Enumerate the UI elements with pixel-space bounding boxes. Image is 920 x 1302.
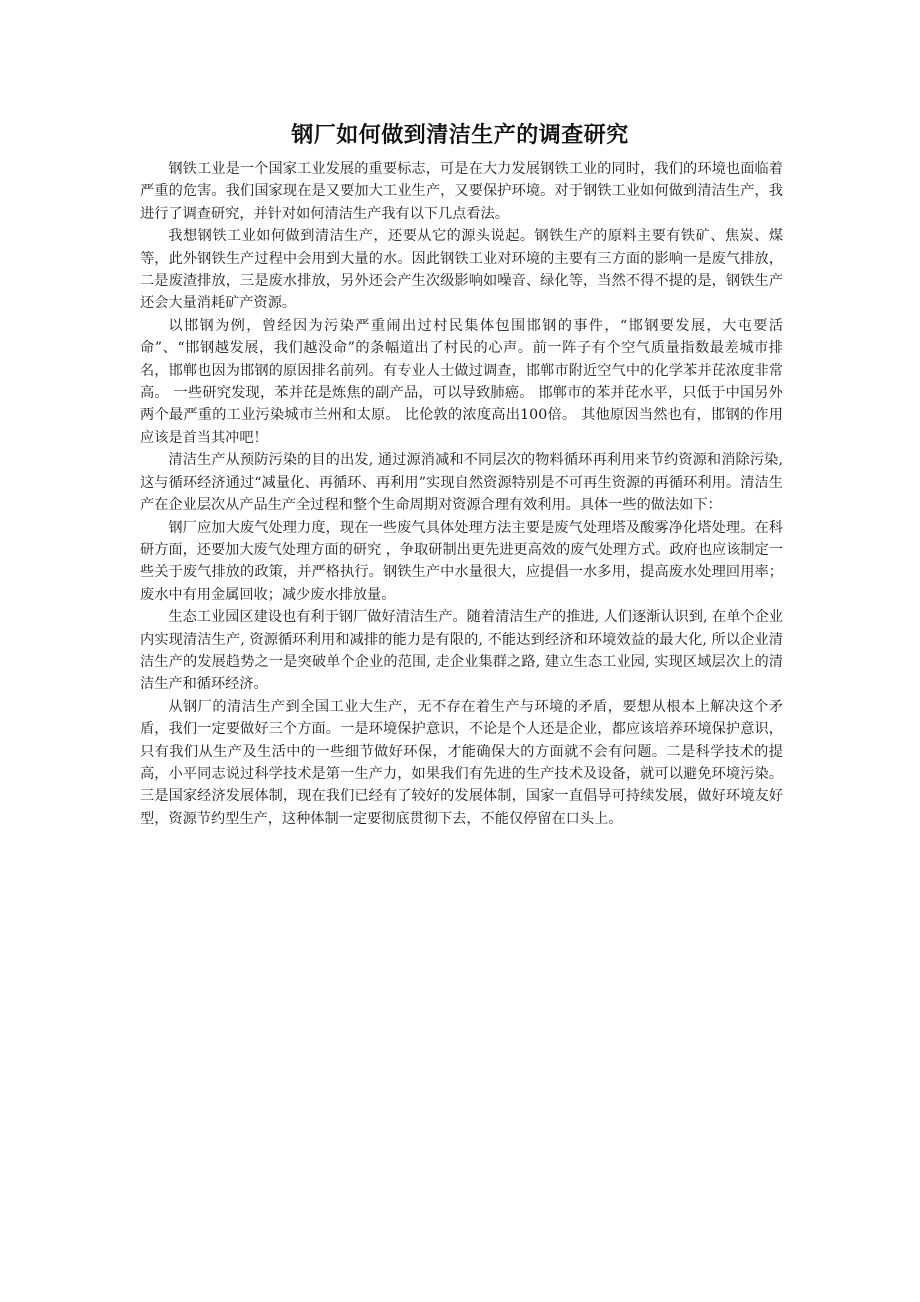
paragraph-source: 我想钢铁工业如何做到清洁生产，还要从它的源头说起。钢铁生产的原料主要有铁矿、焦炭、煤等，此外钢铁生产过程中会用到大量的水。因此钢铁工业对环境的主要有三方面的影响一是废气排放，二是废渣排放，三是废水排放，另外还会产生次级影响如噪音、绿化等，当然不得不提的是，钢铁生产还会大量消耗矿产资源。 — [140, 228, 783, 312]
paragraph-waste-gas: 钢厂应加大废气处理力度，现在一些废气具体处理方法主要是废气处理塔及酸雾净化塔处理。在科研方面，还要加大废气处理方面的研究 ，争取研制出更先进更高效的废气处理方式。政府也应该制定一些关于废气排放的政策，并严格执行。钢铁生产中水量很大，应提倡一水多用，提高废水处理回用率；废水中有用金属回收；减少废水排放量。 — [140, 519, 783, 603]
paragraph-clean-production: 清洁生产从预防污染的目的出发, 通过源消减和不同层次的物料循环再利用来节约资源和消除污染, 这与循环经济通过“减量化、再循环、再利用”实现自然资源特别是不可再生资源的再循环利用。清洁生产在企业层次从产品生产全过程和整个生命周期对资源合理有效利用。具体一些的做法如下： — [140, 452, 783, 514]
paragraph-eco-park: 生态工业园区建设也有利于钢厂做好清洁生产。随着清洁生产的推进, 人们逐渐认识到, 在单个企业内实现清洁生产, 资源循环利用和减排的能力是有限的, 不能达到经济和环境效益的最大化, 所以企业清洁生产的发展趋势之一是突破单个企业的范围, 走企业集群之路, 建立生态工业园, 实现区域层次上的清洁生产和循环经济。 — [140, 609, 783, 693]
paragraph-conclusion: 从钢厂的清洁生产到全国工业大生产，无不存在着生产与环境的矛盾，要想从根本上解决这个矛盾，我们一定要做好三个方面。一是环境保护意识，不论是个人还是企业，都应该培养环境保护意识，只有我们从生产及生活中的一些细节做好环保，才能确保大的方面就不会有问题。二是科学技术的提高，小平同志说过科学技术是第一生产力，如果我们有先进的生产技术及设备，就可以避免环境污染。三是国家经济发展体制，现在我们已经有了较好的发展体制，国家一直倡导可持续发展，做好环境友好型，资源节约型生产，这种体制一定要彻底贯彻下去，不能仅停留在口头上。 — [140, 698, 783, 827]
document-body — [140, 158, 783, 830]
paragraph-handan-example: 以邯钢为例，曾经因为污染严重闹出过村民集体包围邯钢的事件，“邯钢要发展，大屯要活命”、“邯钢越发展，我们越没命”的条幅道出了村民的心声。前一阵子有个空气质量指数最差城市排名，邯郸也因为邯钢的原因排名前列。有专业人士做过调查，邯郸市附近空气中的化学苯并芘浓度非常高。 一些研究发现，苯并芘是炼焦的副产品，可以导致肺癌。 邯郸市的苯并芘水平，只低于中国另外两个最严重的工业污染城市兰州和太原。 比伦敦的浓度高出100倍。 其他原因当然也有，邯钢的作用应该是首当其冲吧！ — [140, 317, 783, 446]
document-title: 钢厂如何做到清洁生产的调查研究 — [291, 123, 629, 148]
paragraph-intro: 钢铁工业是一个国家工业发展的重要标志，可是在大力发展钢铁工业的同时，我们的环境也面临着严重的危害。我们国家现在是又要加大工业生产，又要保护环境。对于钢铁工业如何做到清洁生产，我进行了调查研究，并针对如何清洁生产我有以下几点看法。 — [140, 161, 783, 222]
